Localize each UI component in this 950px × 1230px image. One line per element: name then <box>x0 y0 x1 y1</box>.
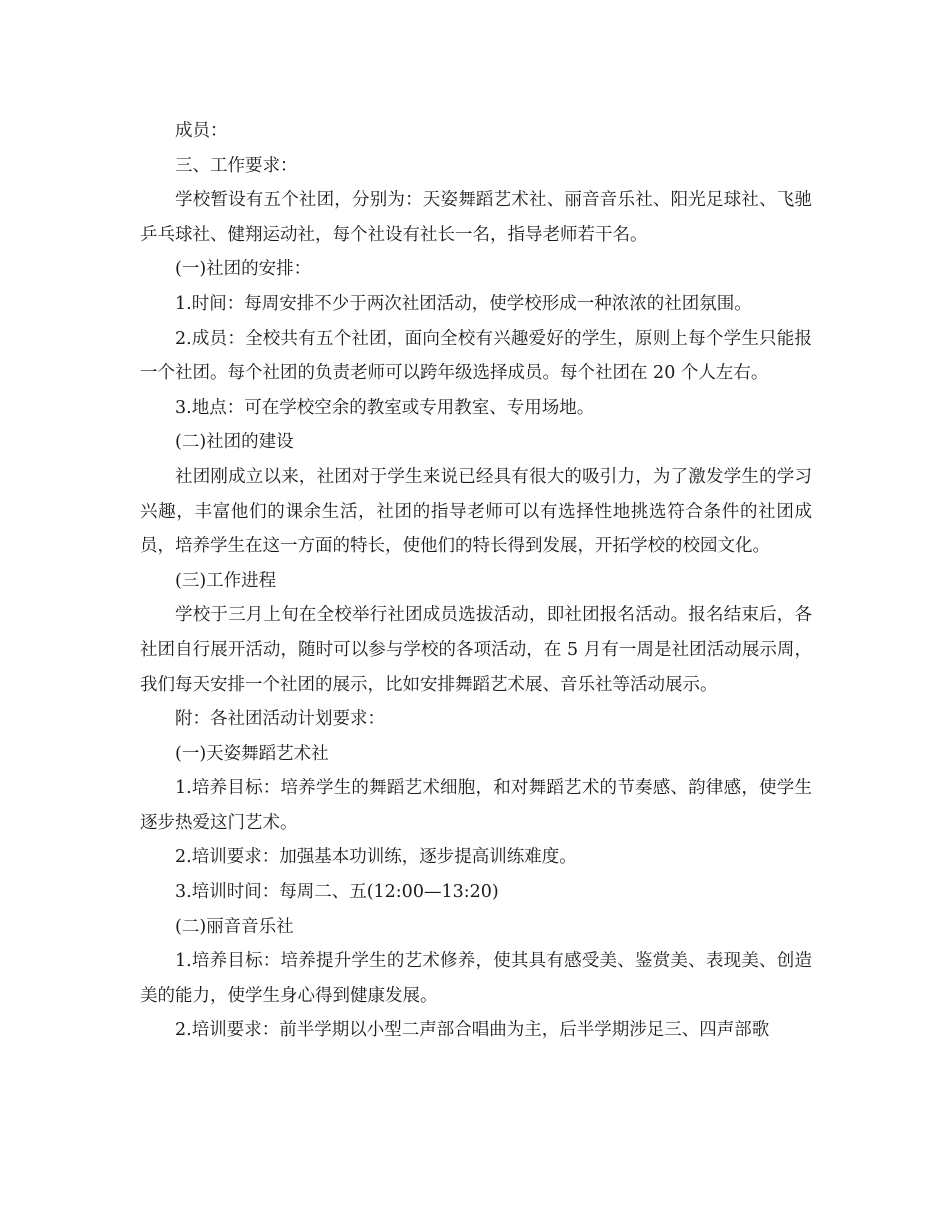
paragraph: 1.培养目标：培养提升学生的艺术修养，使其具有感受美、鉴赏美、表现美、创造美的能力，使学生身心得到健康发展。 <box>140 951 812 1006</box>
paragraph: 2.培训要求：加强基本功训练，逐步提高训练难度。 <box>175 847 577 868</box>
paragraph: 学校暂设有五个社团，分别为：天姿舞蹈艺术社、丽音音乐社、阳光足球社、飞驰乒乓球社、健翔运动社，每个社设有社长一名，指导老师若干名。 <box>140 190 812 245</box>
paragraph: 学校于三月上旬在全校举行社团成员选拔活动，即社团报名活动。报名结束后，各社团自行展开活动，随时可以参与学校的各项活动，在 5 月有一周是社团活动展示周，我们每天安排一个社团的展示，比如安排舞蹈艺术展、音乐社等活动展示。 <box>140 605 812 695</box>
paragraph: 3.地点：可在学校空余的教室或专用教室、专用场地。 <box>175 397 595 418</box>
subsection-heading: (一)社团的安排： <box>175 259 312 280</box>
subsection-heading: (二)社团的建设 <box>175 432 294 453</box>
paragraph: 2.培训要求：前半学期以小型二声部合唱曲为主，后半学期涉足三、四声部歌 <box>175 1020 770 1041</box>
paragraph: 3.培训时间：每周二、五(12:00—13:20) <box>175 882 499 903</box>
paragraph: 附：各社团活动计划要求： <box>175 709 385 730</box>
paragraph: 成员： <box>175 121 228 141</box>
paragraph: 2.成员：全校共有五个社团，面向全校有兴趣爱好的学生，原则上每个学生只能报一个社团。每个社团的负责老师可以跨年级选择成员。每个社团在 20 个人左右。 <box>140 328 812 384</box>
paragraph: 1.时间：每周安排不少于两次社团活动，使学校形成一种浓浓的社团氛围。 <box>175 293 752 314</box>
subsection-heading: (三)工作进程 <box>175 570 277 591</box>
paragraph: 1.培养目标：培养学生的舞蹈艺术细胞，和对舞蹈艺术的节奏感、韵律感，使学生逐步热爱这门艺术。 <box>140 778 812 833</box>
document-body <box>140 114 812 1048</box>
subsection-heading: (二)丽音音乐社 <box>175 916 294 937</box>
subsection-heading: (一)天姿舞蹈艺术社 <box>175 743 329 764</box>
paragraph: 社团刚成立以来，社团对于学生来说已经具有很大的吸引力，为了激发学生的学习兴趣，丰富他们的课余生活，社团的指导老师可以有选择性地挑选符合条件的社团成员，培养学生在这一方面的特长，使他们的特长得到发展，开拓学校的校园文化。 <box>140 466 812 557</box>
section-heading: 三、工作要求： <box>175 155 298 176</box>
